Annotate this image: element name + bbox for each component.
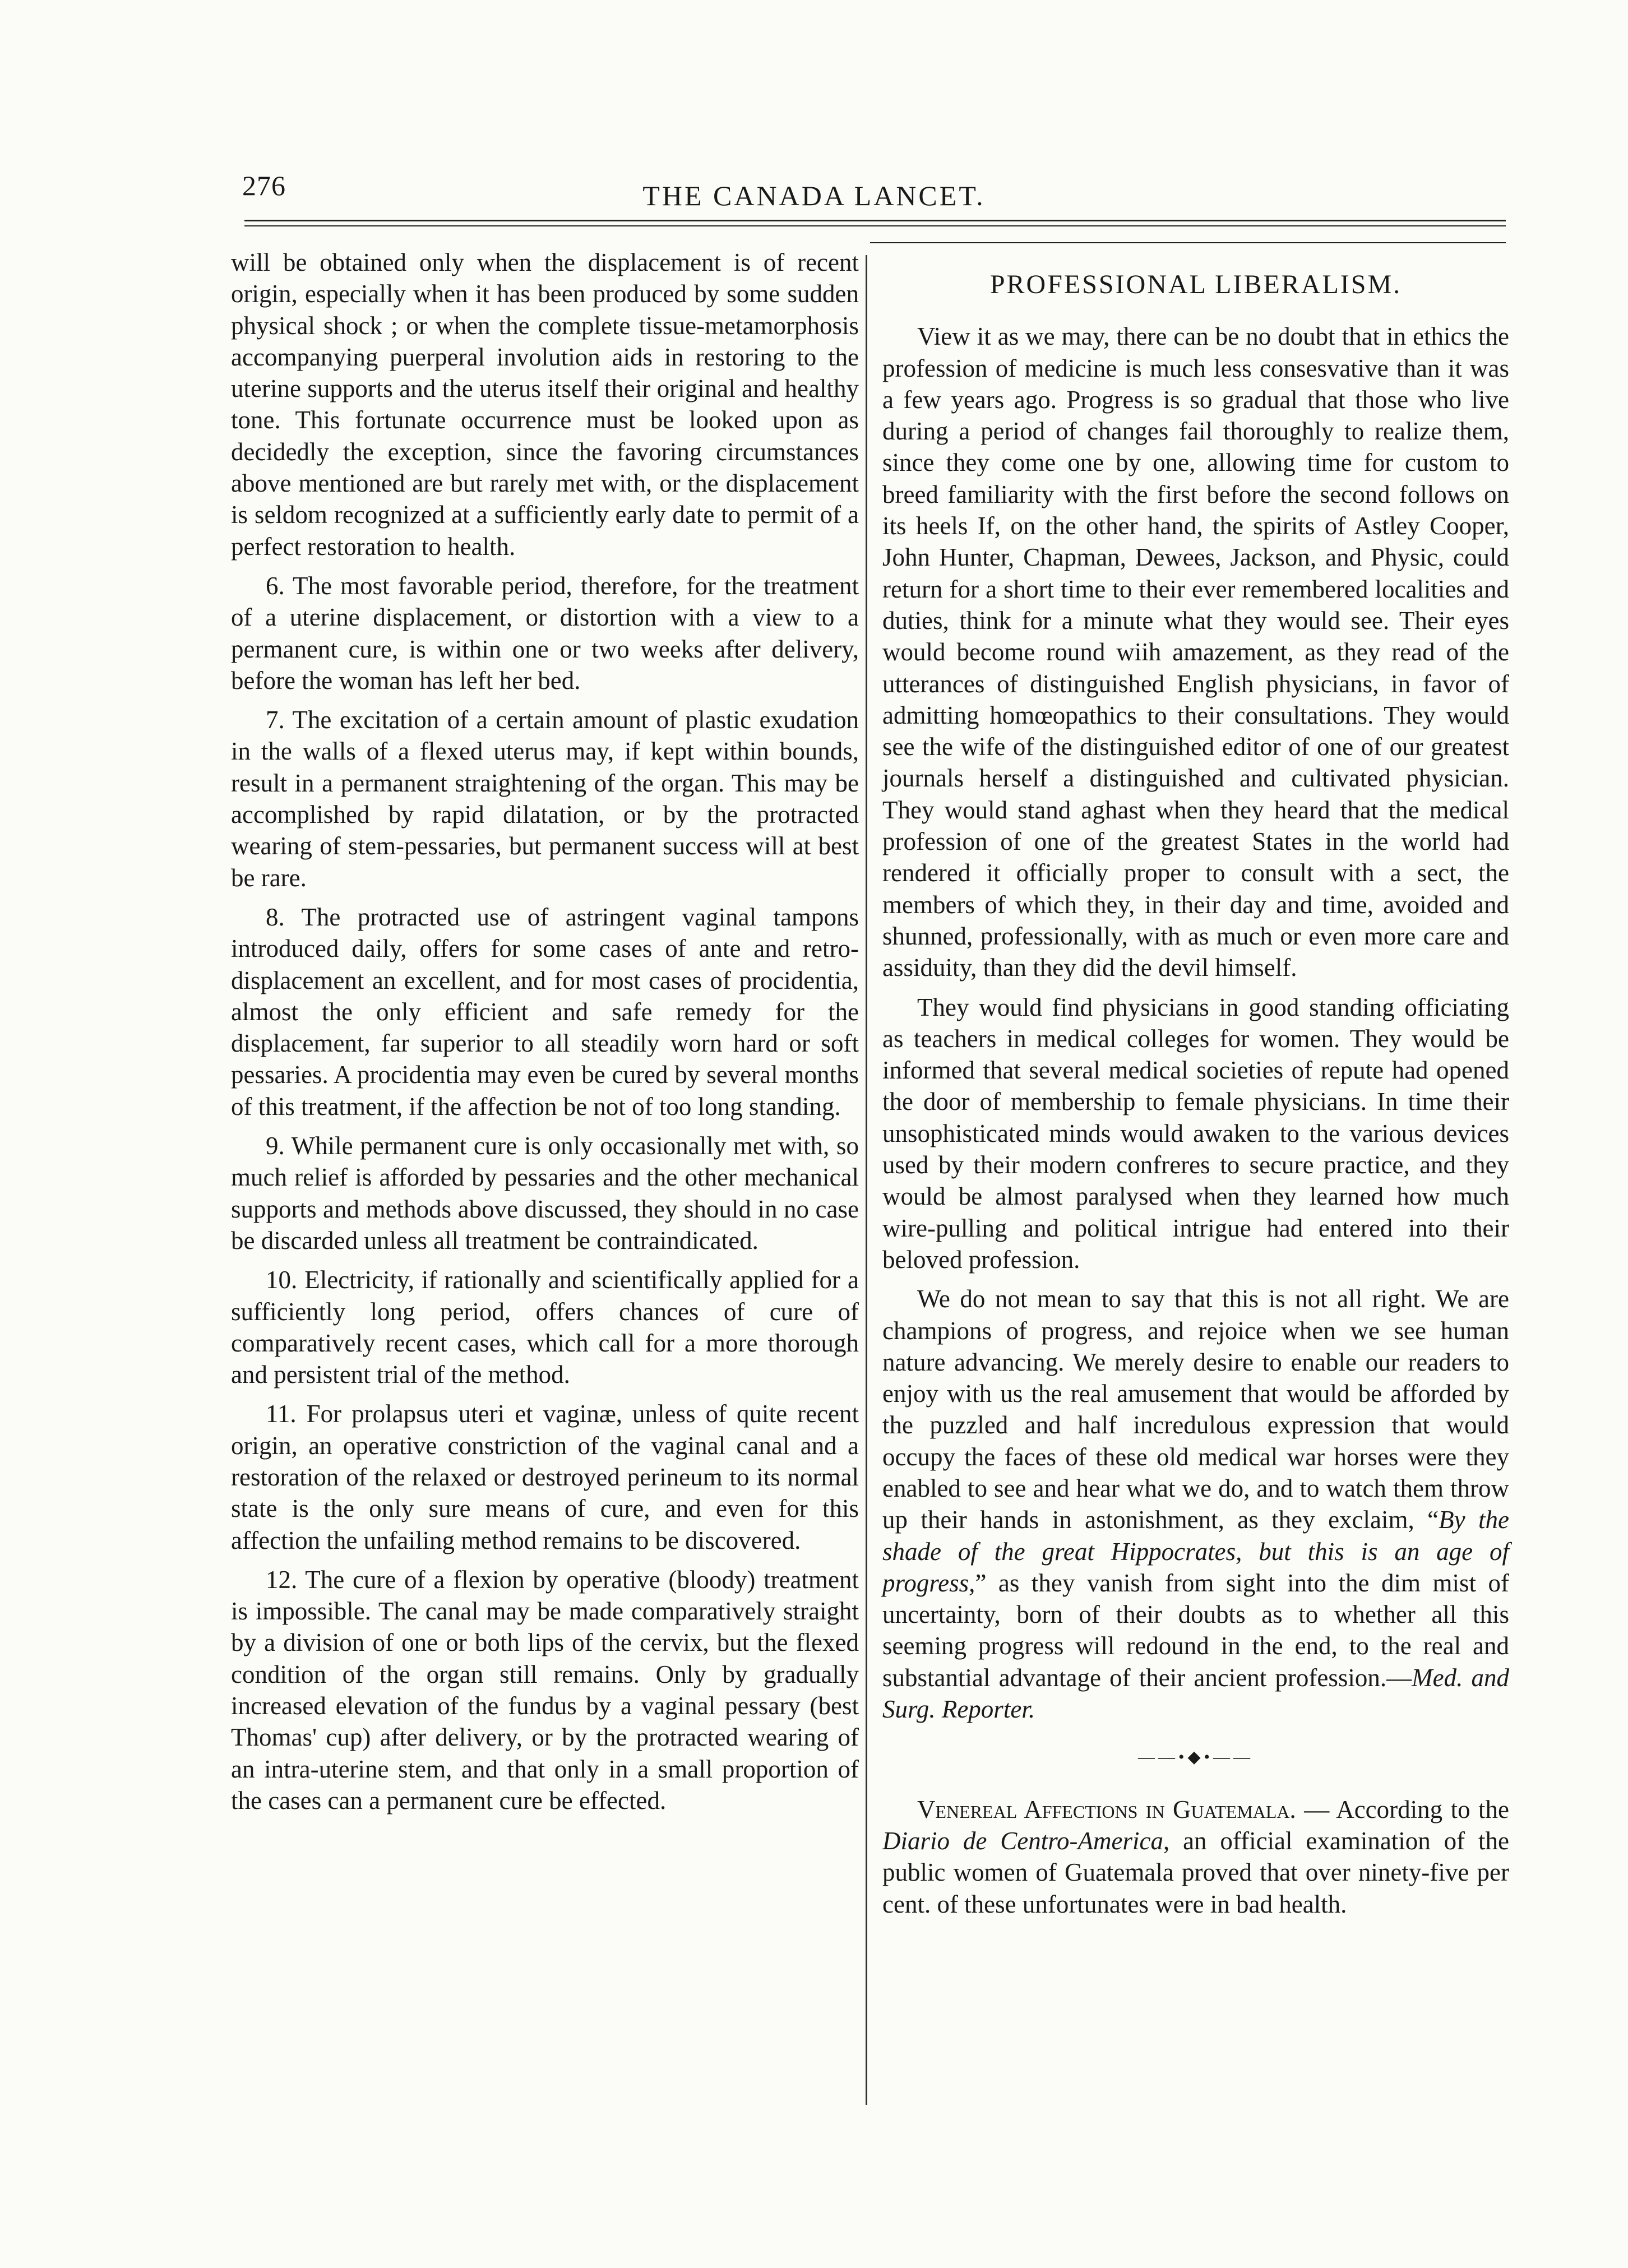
section-title: PROFESSIONAL LIBERALISM. — [989, 270, 1402, 299]
running-head: THE CANADA LANCET. — [642, 180, 986, 211]
paragraph-9: 9. While permanent cure is only occasionally met with, so much relief is afforded by pessaries and the other mechanical supports and methods above discussed, they should in no case be discarded unless all treatment be contraindicated. — [231, 1132, 859, 1255]
column-divider — [866, 255, 867, 2105]
paragraph-11: 11. For prolapsus uteri et vaginæ, unless of quite recent origin, an operative constriction of the vaginal canal and a restoration of the relaxed or destroyed perineum to its normal state is the only sure means of cure, and even for this affection the unfailing method remains to be discovered. — [231, 1400, 859, 1554]
paragraph-7: 7. The excitation of a certain amount of plastic exudation in the walls of a flexed uterus may, if kept within bounds, result in a permanent straightening of the organ. This may be accomplished by rapid dilatation, or by the protracted wearing of stem-pessaries, but permanent success will at best be rare. — [231, 706, 859, 892]
paragraph-3-text: We do not mean to say that this is not all right. We are champions of progress, and rejoice when we see human nature advancing. We merely desire to enable our readers to enjoy with us the real amusement that would be afforded by the puzzled and half incredulous expression that would occupy the faces of these old medical war horses were they enabled to see and hear what we do, and to watch them throw up their hands in astonishment, as they exclaim, “ — [882, 1285, 1509, 1534]
article-paragraph-2: They would find physicians in good standing officiating as teachers in medical colleges for women. They would be informed that several medical societies of repute had opened the door of membership to female physicians. In time their unsophisticated minds would awaken to the various devices used by their modern confreres to secure practice, and they would be almost paralysed when they learned how much wire-pulling and political intrigue had entered into their beloved profession. — [882, 993, 1509, 1274]
paragraph-6: 6. The most favorable period, therefore, for the treatment of a uterine displacement, or distortion with a view to a permanent cure, is within one or two weeks after delivery, before the woman has left her bed. — [231, 571, 859, 695]
left-column — [231, 247, 859, 1824]
section-ornament: ——•◆•—— — [1137, 1748, 1254, 1767]
news-item — [882, 1794, 1509, 1920]
article-paragraph-3 — [882, 1283, 1509, 1725]
journal-name: Diario de Centro-America — [882, 1826, 1163, 1855]
right-column — [882, 247, 1509, 1928]
news-item-heading: Venereal Affections in Guatemala. — [917, 1795, 1296, 1823]
quoted-exclamation: By the shade of the great Hippocrates, but this is an age of progress, — [882, 1506, 1509, 1597]
header-rule-bottom — [244, 225, 1506, 226]
article-paragraph-1: View it as we may, there can be no doubt that in ethics the profession of medicine is much less consesvative than it was a few years ago. Progress is so gradual that those who live during a period of changes fail thoroughly to realize them, since they come one by one, allowing time for custom to breed familiarity with the first before the second follows on its heels If, on the other hand, the spirits of Astley Cooper, John Hunter, Chapman, Dewees, Jackson, and Physic, could return for a short time to their ever remembered localities and duties, think for a minute what they would see. Their eyes would become round wiih amazement, as they read of the utterances of distinguished English physicians, in favor of admitting homœopathics to their consultations. They would see the wife of the distinguished editor of one of our greatest journals herself a distinguished and cultivated physician. They would stand aghast when they heard that the medical profession of one of the greatest States in the world had rendered it officially proper to consult with a sect, the members of which they, in their day and time, avoided and shunned, professionally, with as much or even more care and assiduity, than they did the devil himself. — [882, 322, 1509, 982]
paragraph-10: 10. Electricity, if rationally and scientifically applied for a sufficiently long period, offers chances of cure of comparatively recent cases, which call for a more thorough and persistent trial of the method. — [231, 1266, 859, 1389]
paragraph-12: 12. The cure of a flexion by operative (bloody) treatment is impossible. The canal may be made comparatively straight by a division of one or both lips of the cervix, but the flexed condition of the organ still remains. Only by gradually increased elevation of the fundus by a vaginal pessary (best Thomas' cup) after delivery, or by the protracted wearing of an intra-uterine stem, and that only in a small proportion of the cases can a permanent cure be effected. — [231, 1565, 859, 1815]
continued-paragraph: will be obtained only when the displacement is of recent origin, especially when it has been produced by some sudden physical shock ; or when the complete tissue-metamorphosis accompanying puerperal involution aids in restoring to the uterine supports and the uterus itself their original and healthy tone. This fortunate occurrence must be looked upon as decidedly the exception, since the favoring circumstances above mentioned are but rarely met with, or the displacement is seldom recognized at a sufficiently early date to permit of a perfect restoration to health. — [231, 248, 859, 561]
header-rule-top — [244, 220, 1506, 221]
news-item-text: — According to the — [1296, 1795, 1509, 1823]
right-column-rule — [870, 242, 1506, 243]
paragraph-8: 8. The protracted use of astringent vaginal tampons introduced daily, offers for some cases of ante and retro-displacement an excellent, and for most cases of procidentia, almost the only efficient and safe remedy for the displacement, far superior to all steadily worn hard or soft pessaries. A procidentia may even be cured by several months of this treatment, if the affection be not of too long standing. — [231, 902, 859, 1121]
page-number: 276 — [242, 170, 286, 201]
paragraph-3-text-end: ” as they vanish from sight into the dim mist of uncertainty, born of their doubts as to whether all this seeming progress will redound in the end, to the real and substantial advantage of their ancient profession.— — [882, 1568, 1509, 1692]
news-item-text-end: , an official examination of the public women of Guatemala proved that over ninety-five per cent. of these unfortunates were in bad health. — [882, 1826, 1509, 1918]
source-citation: Med. and Surg. Reporter. — [882, 1663, 1509, 1724]
